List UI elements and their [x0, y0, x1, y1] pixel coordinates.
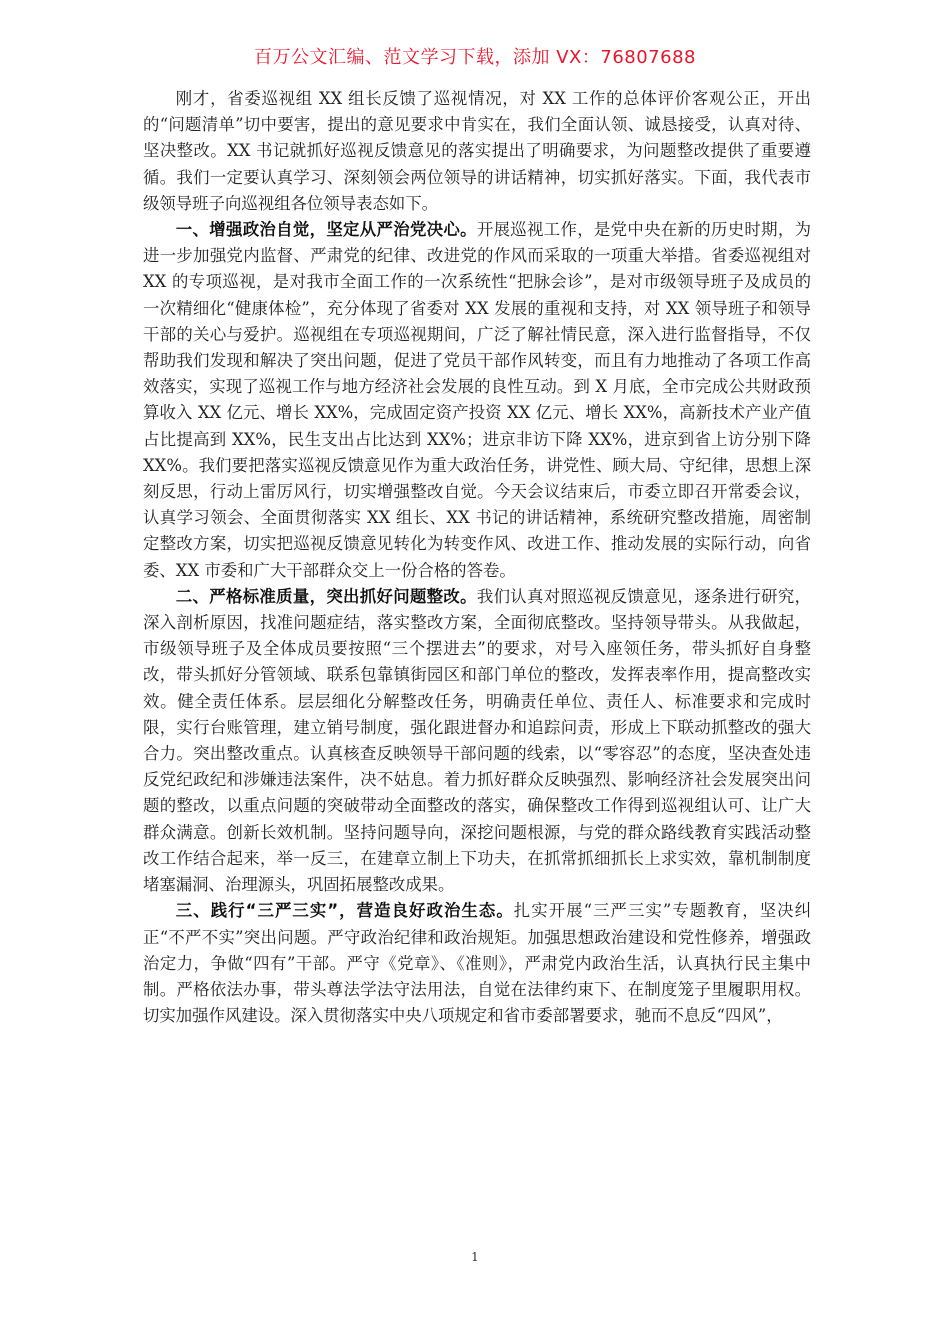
document-body: [143, 86, 811, 1029]
section-paragraph: [143, 584, 811, 898]
section-body: 我们认真对照巡视反馈意见，逐条进行研究，深入剖析原因，找准问题症结，落实整改方案，全面彻底整改。坚持领导带头。从我做起，市级领导班子及全体成员要按照“三个摆进去”的要求，对号入座领任务，带头抓好自身整改，带头抓好分管领域、联系包靠镇街园区和部门单位的整改，发挥表率作用，提高整改实效。健全责任体系。层层细化分解整改任务，明确责任单位、责任人、标准要求和完成时限，实行台账管理，建立销号制度，强化跟进督办和追踪问责，形成上下联动抓整改的强大合力。突出整改重点。认真核查反映领导干部问题的线索，以“零容忍”的态度，坚决查处违反党纪政纪和涉嫌违法案件，决不姑息。着力抓好群众反映强烈、影响经济社会发展突出问题的整改，以重点问题的突破带动全面整改的落实，确保整改工作得到巡视组认可、让广大群众满意。创新长效机制。坚持问题导向，深挖问题根源，与党的群众路线教育实践活动整改工作结合起来，举一反三，在建章立制上下功夫，在抓常抓细抓长上求实效，靠机制制度堵塞漏洞、治理源头，巩固拓展整改成果。: [143, 586, 812, 895]
header-banner: 百万公文汇编、范文学习下载，添加 VX：76807688: [254, 47, 696, 68]
section-heading: 一、增强政治自觉，坚定从严治党决心。: [175, 220, 477, 240]
section-body: 扎实开展“三严三实”专题教育，坚决纠正“不严不实”突出问题。严守政治纪律和政治规矩。加强思想政治建设和党性修养，增强政治定力，争做“四有”干部。严守《党章》、《准则》，严肃党内政治生活，认真执行民主集中制。严格依法办事，带头尊法学法守法用法，自觉在法律约束下、在制度笼子里履职用权。切实加强作风建设。深入贯彻落实中央八项规定和省市委部署要求，驰而不息反“四风”，: [143, 901, 812, 1026]
intro-paragraph: 刚才，省委巡视组 XX 组长反馈了巡视情况，对 XX 工作的总体评价客观公正，开出的“问题清单”切中要害，提出的意见要求中肯实在，我们全面认领、诚恳接受，认真对待、坚决整改。XX 书记就抓好巡视反馈意见的落实提出了明确要求，为问题整改提供了重要遵循。我们一定要认真学习、深刻领会两位领导的讲话精神，切实抓好落实。下面，我代表市级领导班子向巡视组各位领导表态如下。: [143, 89, 811, 213]
section-heading: 二、严格标准质量，突出抓好问题整改。: [175, 586, 477, 606]
section-paragraph: [143, 217, 811, 584]
section-heading: 三、践行“三严三实”，营造良好政治生态。: [175, 901, 514, 921]
section-body: 开展巡视工作，是党中央在新的历史时期，为进一步加强党内监督、严肃党的纪律、改进党的作风而采取的一项重大举措。省委巡视组对 XX 的专项巡视，是对我市全面工作的一次系统性“把脉会诊”，是对市级领导班子及成员的一次精细化“健康体检”，充分体现了省委对 XX 发展的重视和支持，对 XX 领导班子和领导干部的关心与爱护。巡视组在专项巡视期间，广泛了解社情民意，深入进行监督指导，不仅帮助我们发现和解决了突出问题，促进了党员干部作风转变，而且有力地推动了各项工作高效落实，实现了巡视工作与地方经济社会发展的良性互动。到 X 月底，全市完成公共财政预算收入 XX 亿元、增长 XX%，完成固定资产投资 XX 亿元、增长 XX%，高新技术产业产值占比提高到 XX%，民生支出占比达到 XX%；进京非访下降 XX%，进京到省上访分别下降 XX%。我们要把落实巡视反馈意见作为重大政治任务，讲党性、顾大局、守纪律，思想上深刻反思，行动上雷厉风行，切实增强整改自觉。今天会议结束后，市委立即召开常委会议，认真学习领会、全面贯彻落实 XX 组长、XX 书记的讲话精神，系统研究整改措施，周密制定整改方案，切实把巡视反馈意见转化为转变作风、改进工作、推动发展的实际行动，向省委、XX 市委和广大干部群众交上一份合格的答卷。: [143, 220, 812, 580]
section-paragraph: [143, 898, 811, 1029]
page-number: 1: [471, 1250, 479, 1264]
